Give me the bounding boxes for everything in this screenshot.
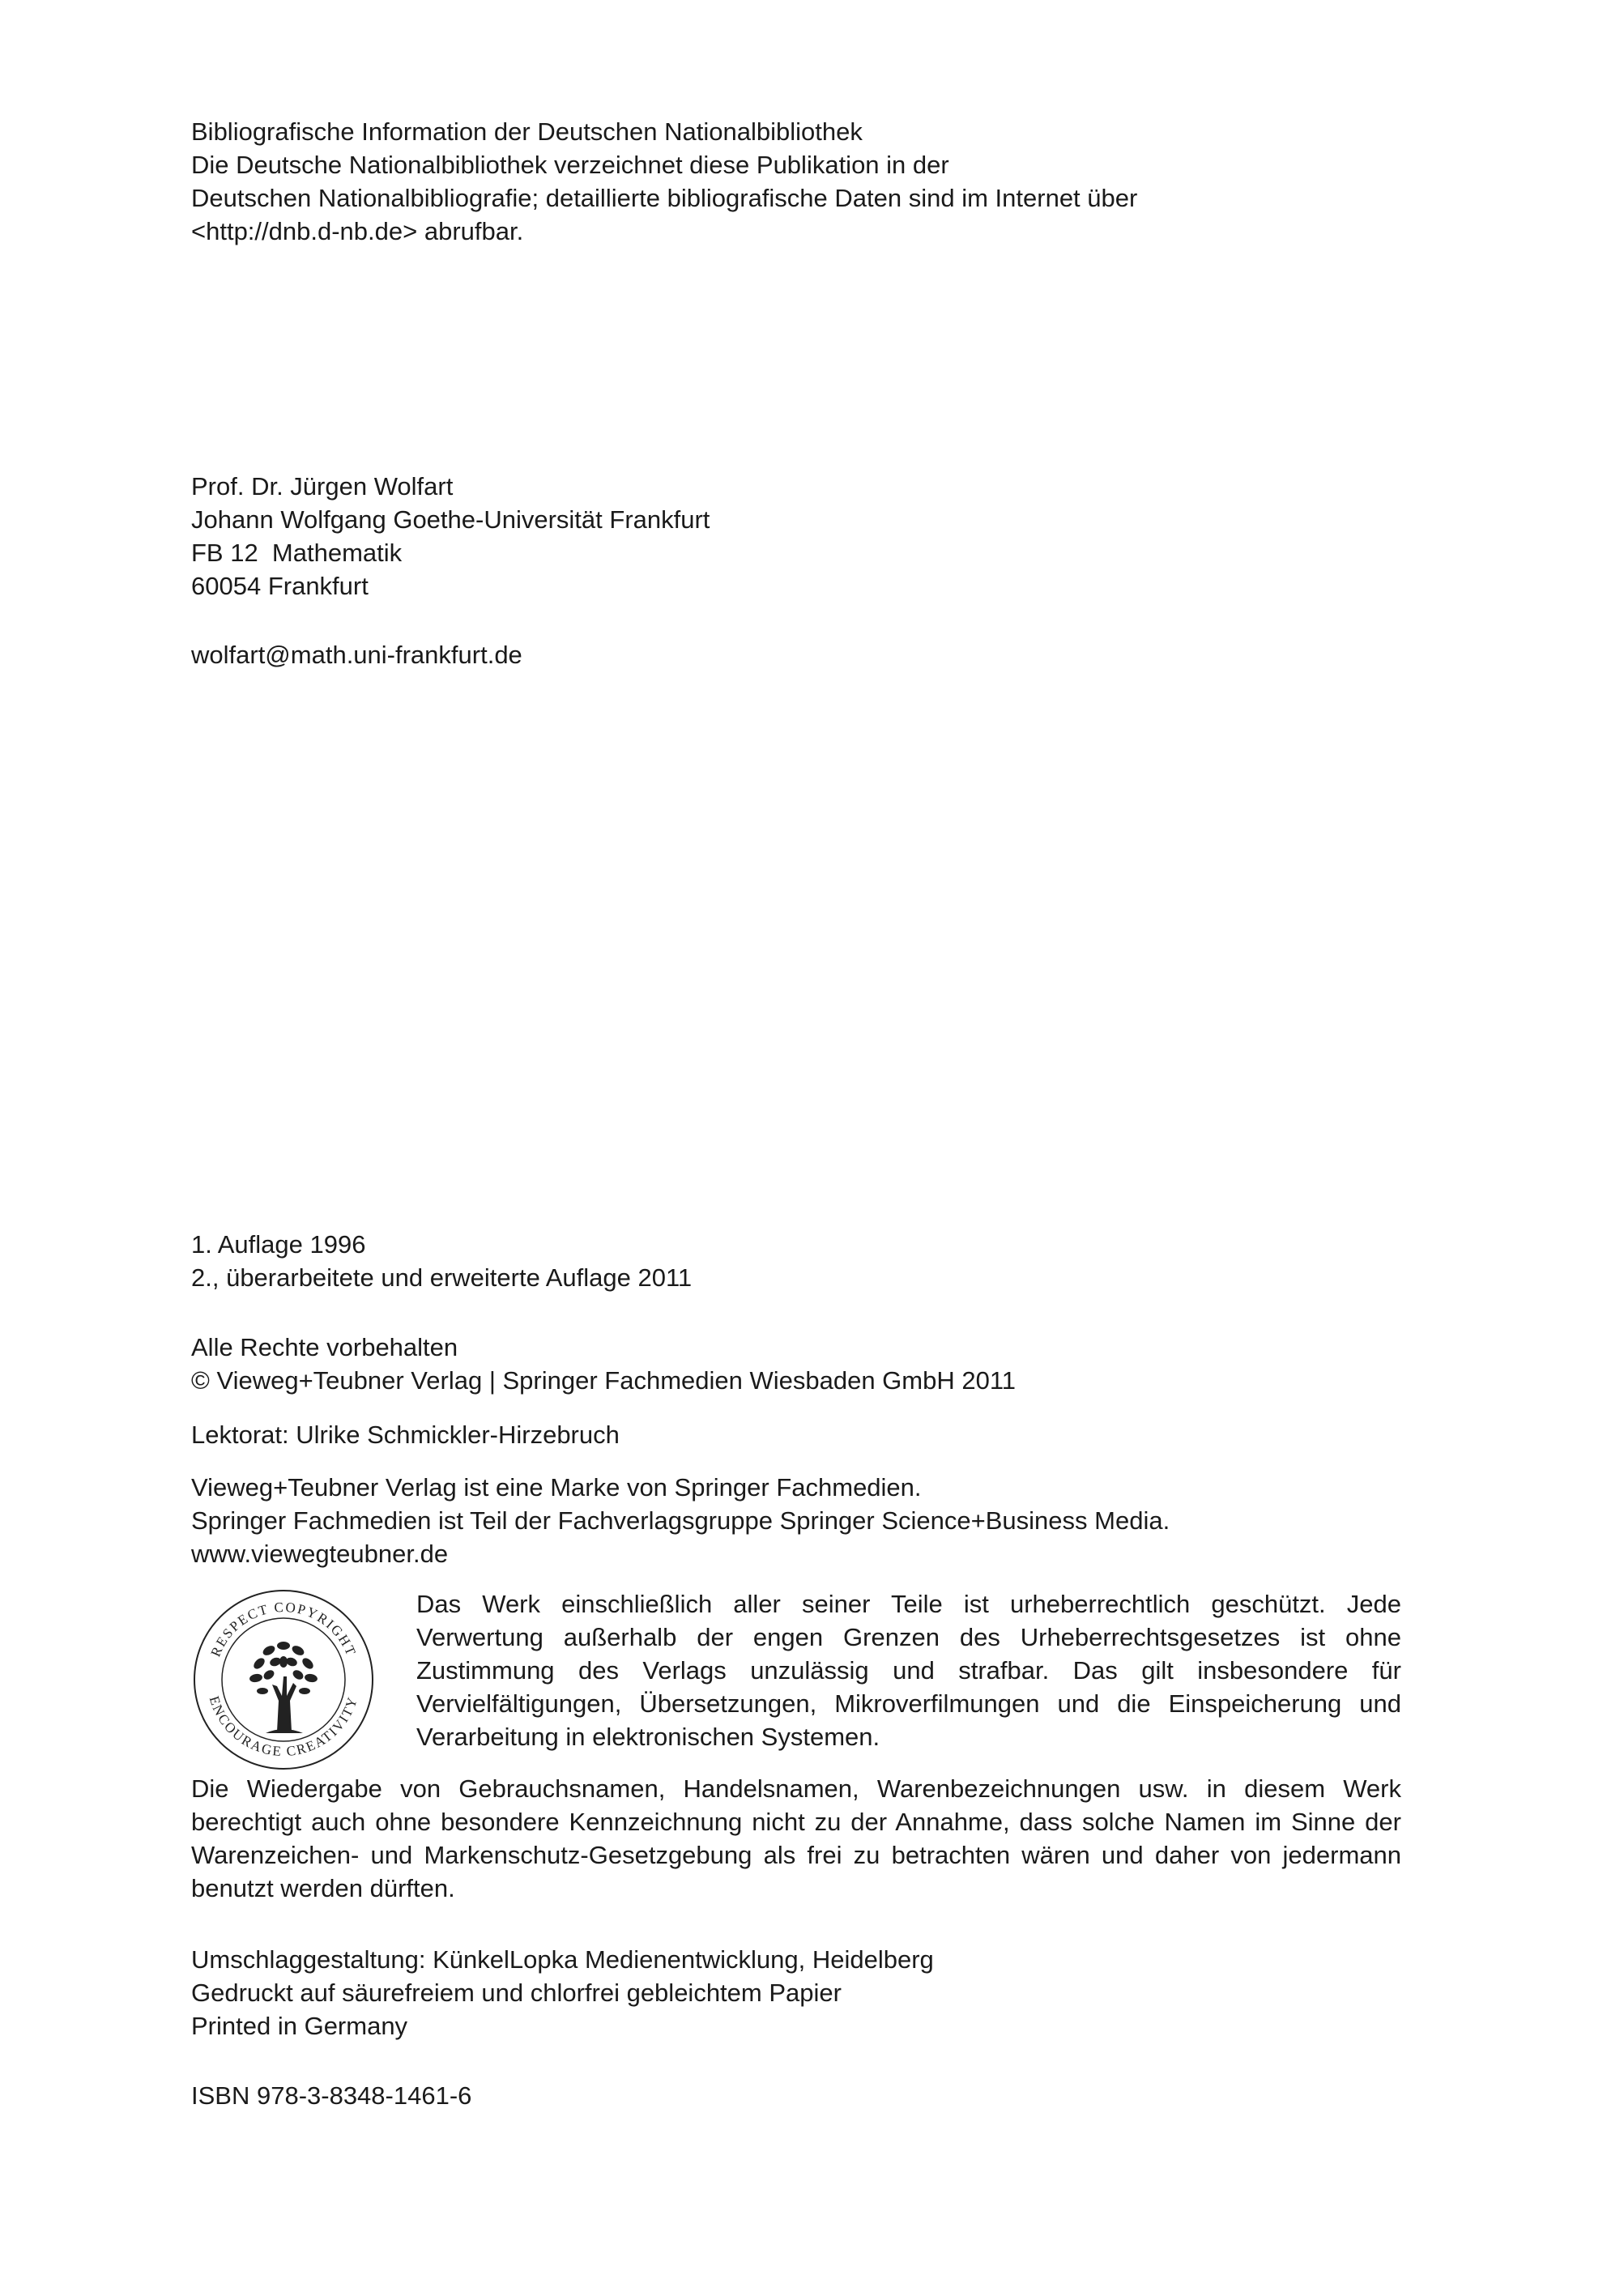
author-address: [191, 470, 710, 603]
bibliographic-info: [191, 115, 1137, 248]
editions: [191, 1228, 692, 1294]
trademark-notice: Die Wiedergabe von Gebrauchsnamen, Handelsnamen, Warenbezeichnungen usw. in diesem Werk berechtigt auch ohne besondere Kennzeichnung nicht zu der Annahme, dass solche Namen im Sinne der Warenzeichen- und Markenschutz-Gesetzgebung als frei zu betrachten wären und daher von jedermann benutzt werden dürften.: [191, 1774, 1401, 1902]
edition-first: 1. Auflage 1996: [191, 1230, 366, 1259]
tree-icon: [249, 1642, 318, 1733]
author-department: FB 12 Mathematik: [191, 539, 403, 567]
editor-line: Lektorat: Ulrike Schmickler-Hirzebruch: [191, 1421, 620, 1449]
bib-line: Bibliografische Information der Deutschen Nationalbibliothek: [191, 117, 863, 146]
rights-reserved: Alle Rechte vorbehalten: [191, 1333, 458, 1361]
isbn-block: [191, 2079, 471, 2112]
copyright-notice: Das Werk einschließlich aller seiner Teile ist urheberrechtlich geschützt. Jede Verwertung außerhalb der engen Grenzen des Urheberrechtsgesetzes ist ohne Zustimmung des Verlags unzulässig und strafbar. Das gilt insbesondere für Vervielfältigungen, Übersetzungen, Mikroverfilmungen und die Einspeicherung und Verarbeitung in elektronischen Systemen.: [416, 1590, 1401, 1751]
cover-design: Umschlaggestaltung: KünkelLopka Medienentwicklung, Heidelberg: [191, 1945, 934, 1974]
author-email-block: [191, 638, 522, 671]
bib-line: <http://dnb.d-nb.de> abrufbar.: [191, 217, 524, 245]
isbn: ISBN 978-3-8348-1461-6: [191, 2081, 472, 2110]
bib-line: Die Deutsche Nationalbibliothek verzeichnet diese Publikation in der: [191, 151, 949, 179]
publisher-info: [191, 1471, 1170, 1570]
printed-in: Printed in Germany: [191, 2012, 408, 2040]
seal-bottom-text: ENCOURAGE CREATIVITY: [206, 1693, 361, 1760]
copyright-section: [191, 1587, 1401, 1766]
editor: [191, 1418, 620, 1451]
author-city: 60054 Frankfurt: [191, 572, 369, 600]
publisher-website: www.viewegteubner.de: [191, 1540, 449, 1568]
production-info: [191, 1943, 934, 2043]
seal-top-text: RESPECT COPYRIGHT: [207, 1599, 360, 1659]
copyright-line: © Vieweg+Teubner Verlag | Springer Fachmedien Wiesbaden GmbH 2011: [191, 1366, 1017, 1395]
copyright-seal-icon: [191, 1587, 376, 1772]
rights: [191, 1331, 1016, 1397]
bib-line: Deutschen Nationalbibliografie; detaillierte bibliografische Daten sind im Internet über: [191, 184, 1138, 212]
edition-second: 2., überarbeitete und erweiterte Auflage 2011: [191, 1263, 693, 1292]
author-institution: Johann Wolfgang Goethe-Universität Frankfurt: [191, 505, 710, 534]
publisher-group: Springer Fachmedien ist Teil der Fachverlagsgruppe Springer Science+Business Media.: [191, 1506, 1170, 1535]
paper-info: Gedruckt auf säurefreiem und chlorfrei gebleichtem Papier: [191, 1979, 842, 2007]
author-email: wolfart@math.uni-frankfurt.de: [191, 641, 522, 669]
publisher-brand: Vieweg+Teubner Verlag ist eine Marke von Springer Fachmedien.: [191, 1473, 922, 1502]
author-name: Prof. Dr. Jürgen Wolfart: [191, 472, 454, 501]
